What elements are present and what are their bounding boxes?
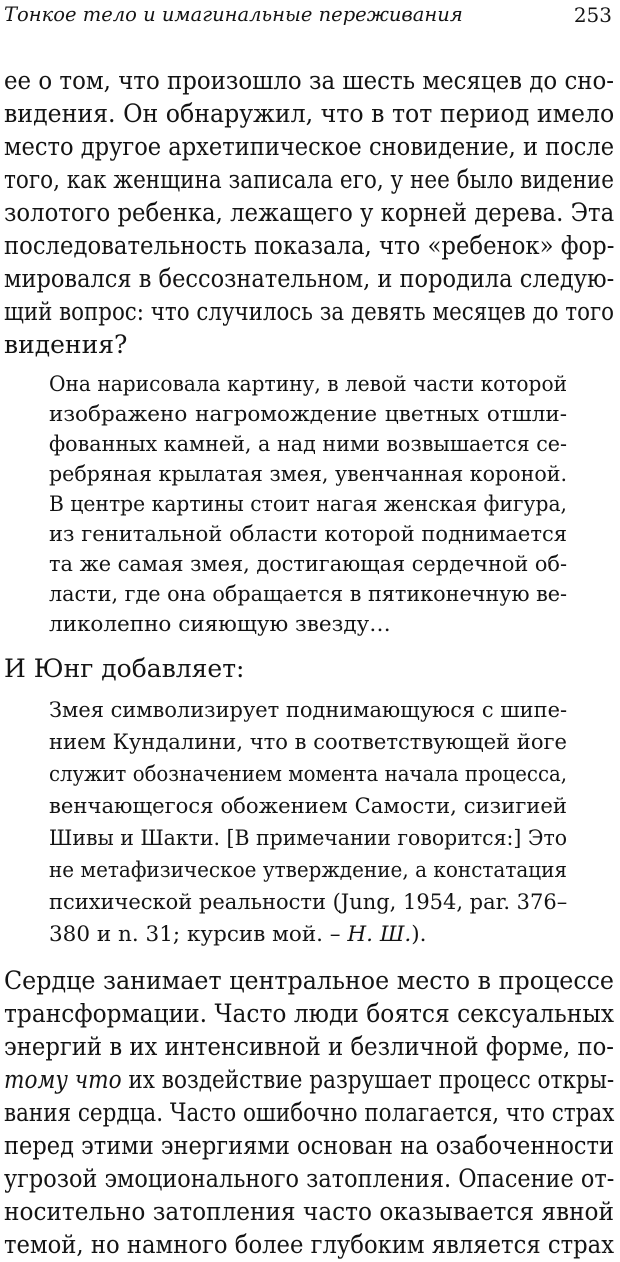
quote-line: Змея символизирует поднимающуюся с шипе- xyxy=(49,698,568,723)
quote-line: служит обозначением момента начала процесса, xyxy=(49,762,567,787)
text-line: щий вопрос: что случилось за девять месяцев до того xyxy=(4,297,614,326)
quote-text: ). xyxy=(411,922,427,947)
author-initials: Н. Ш. xyxy=(347,922,412,947)
text-line: энергий в их интенсивной и безличной форме, по- xyxy=(4,1032,614,1061)
text-line: последовательность показала, что «ребенок» фор- xyxy=(4,231,615,260)
page-header xyxy=(4,0,612,30)
text-line: мировался в бессознательном, и породила следую- xyxy=(4,264,615,293)
quote-line: не метафизическое утверждение, а констатация xyxy=(49,858,567,883)
text-line: видения? xyxy=(4,330,128,359)
quote-line: психической реальности (Jung, 1954, par. 376– xyxy=(49,890,568,915)
text-line: угрозой эмоционального затопления. Опасение от- xyxy=(4,1164,615,1193)
quote-line: ласти, где она обращается в пятиконечную ве- xyxy=(49,582,568,607)
quote-line: Она нарисовала картину, в левой части которой xyxy=(49,372,567,397)
text-line: носительно затопления часто оказывается явной xyxy=(4,1197,614,1226)
text-span: их воздействие разрушает процесс откры- xyxy=(121,1065,615,1094)
page-number: 253 xyxy=(573,3,612,27)
text-line: золотого ребенка, лежащего у корней дерева. Эта xyxy=(4,198,615,227)
quote-line: ребряная крылатая змея, увенчанная короной. xyxy=(49,462,567,487)
quote-line: ликолепно сияющую звезду… xyxy=(49,612,391,637)
text-line: перед этими энергиями основан на озабоченности xyxy=(4,1131,614,1160)
text-line: темой, но намного более глубоким является страх xyxy=(4,1230,614,1259)
running-title: Тонкое тело и имагинальные переживания xyxy=(4,3,463,26)
quote-line: венчающегося обожением Самости, сизигией xyxy=(49,794,567,819)
quote-line: Шивы и Шакти. [В примечании говорится:] Это xyxy=(49,826,568,851)
text-line: видения. Он обнаружил, что в тот период имело xyxy=(4,99,615,128)
emphasis-text: тому что xyxy=(4,1065,122,1094)
text-line: вания сердца. Часто ошибочно полагается, что страх xyxy=(4,1098,615,1127)
text-line xyxy=(4,1063,614,1097)
quote-line: В центре картины стоит нагая женская фигура, xyxy=(49,492,567,517)
quote-text: 380 и n. 31; курсив мой. – xyxy=(49,922,348,947)
text-line: трансформации. Часто люди боятся сексуальных xyxy=(4,999,614,1028)
text-line: место другое архетипическое сновидение, и после xyxy=(4,132,615,161)
quote-line: изображено нагромождение цветных отшли- xyxy=(49,402,567,427)
quote-line: та же самая змея, достигающая сердечной об- xyxy=(49,552,567,577)
text-line: того, как женщина записала его, у нее было видение xyxy=(4,165,614,194)
intro-line: И Юнг добавляет: xyxy=(4,654,245,683)
text-line: Сердце занимает центральное место в процессе xyxy=(4,966,614,995)
text-line: ее о том, что произошло за шесть месяцев до сно- xyxy=(4,66,614,95)
quote-line: нием Кундалини, что в соответствующей йоге xyxy=(49,730,567,755)
quote-line xyxy=(49,920,426,950)
quote-line: фованных камней, а над ними возвышается се- xyxy=(49,432,567,457)
quote-line: из генитальной области которой поднимается xyxy=(49,522,567,547)
